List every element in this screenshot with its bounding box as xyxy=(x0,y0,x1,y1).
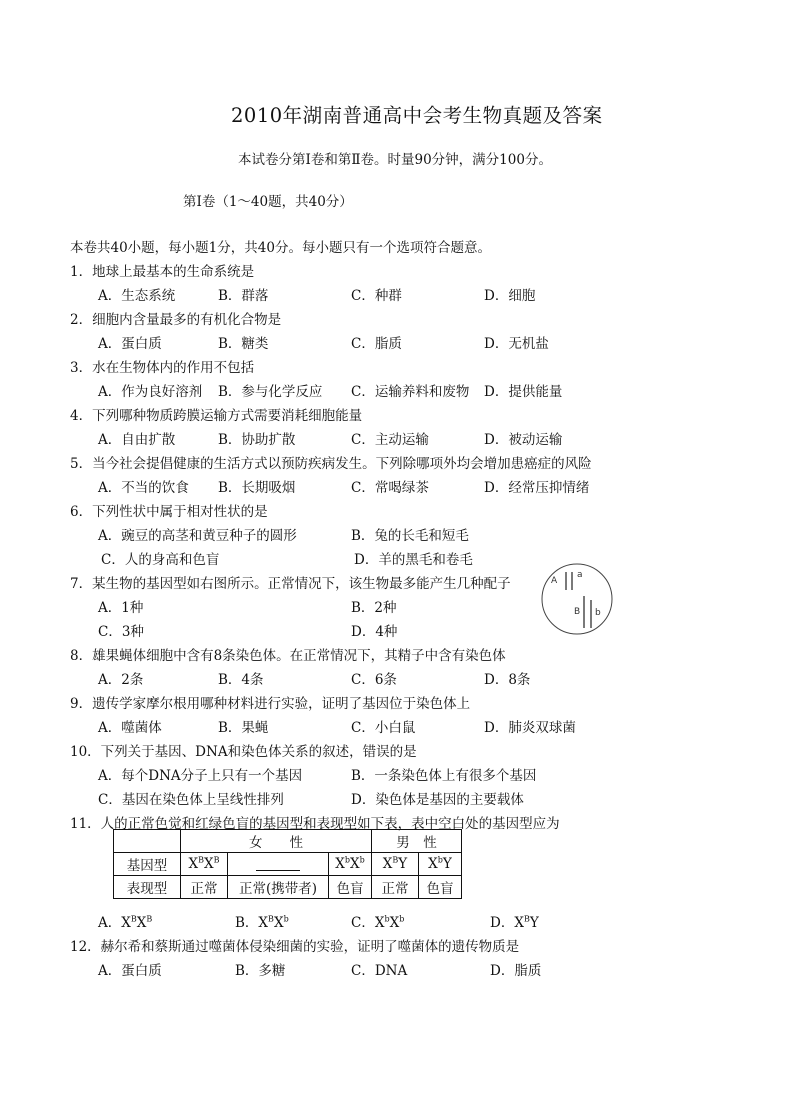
page-title: 2010年湖南普通高中会考生物真题及答案 xyxy=(231,104,603,127)
table-cell: 正常 xyxy=(372,876,419,899)
question-stem: 7．某生物的基因型如右图所示。正常情况下，该生物最多能产生几种配子 xyxy=(70,576,511,592)
option-a: A．$X^BX^B$ xyxy=(98,914,153,931)
option-a: A．生态系统 xyxy=(98,288,176,304)
option-c: C．基因在染色体上呈线性排列 xyxy=(98,792,284,808)
option-c: C．小白鼠 xyxy=(351,720,416,736)
option-a: A．蛋白质 xyxy=(98,963,162,979)
genotype-cell-diagram xyxy=(540,562,614,636)
option-b: B．糖类 xyxy=(218,336,269,352)
option-a: A．噬菌体 xyxy=(98,720,162,736)
option-d: D．无机盐 xyxy=(484,336,549,352)
option-d: D．提供能量 xyxy=(484,384,563,400)
gene-label: a xyxy=(577,570,583,580)
option-c: C．人的身高和色盲 xyxy=(101,552,220,568)
table-cell: $X^BY$ xyxy=(372,853,419,876)
option-a: A．作为良好溶剂 xyxy=(98,384,203,400)
option-c: C．6条 xyxy=(351,672,397,688)
option-b: B．4条 xyxy=(218,672,264,688)
table-cell: $X^bY$ xyxy=(419,853,462,876)
option-d: D．8条 xyxy=(484,672,531,688)
option-b: B．$X^BX^b$ xyxy=(235,914,289,931)
option-a: A．蛋白质 xyxy=(98,336,162,352)
option-d: D．经常压抑情绪 xyxy=(484,480,590,496)
gene-label: A xyxy=(551,576,558,586)
option-a: A．不当的饮食 xyxy=(98,480,189,496)
option-b: B．果蝇 xyxy=(218,720,269,736)
question-stem: 4．下列哪种物质跨膜运输方式需要消耗细胞能量 xyxy=(70,408,363,424)
answer-blank xyxy=(256,859,300,871)
option-c: C．DNA xyxy=(351,963,408,979)
option-d: D．4种 xyxy=(351,624,398,640)
question-stem: 12．赫尔希和蔡斯通过噬菌体侵染细菌的实验，证明了噬菌体的遗传物质是 xyxy=(70,939,520,955)
gene-label: B xyxy=(574,607,581,617)
table-cell-blank xyxy=(228,853,329,876)
table-cell: 正常 xyxy=(181,876,228,899)
section-heading: 第Ⅰ卷（1～40题，共40分） xyxy=(183,194,353,210)
question-stem: 5．当今社会提倡健康的生活方式以预防疾病发生。下列除哪项外均会增加患癌症的风险 xyxy=(70,456,592,472)
option-c: C．$X^bX^b$ xyxy=(351,914,405,931)
table-cell: 色盲 xyxy=(419,876,462,899)
option-d: D．羊的黑毛和卷毛 xyxy=(354,552,473,568)
question-stem: 2．细胞内含量最多的有机化合物是 xyxy=(70,312,282,328)
option-a: A．2条 xyxy=(98,672,144,688)
option-a: A．豌豆的高茎和黄豆种子的圆形 xyxy=(98,528,297,544)
question-stem: 8．雄果蝇体细胞中含有8条染色体。在正常情况下，其精子中含有染色体 xyxy=(70,648,506,664)
option-b: B．参与化学反应 xyxy=(218,384,323,400)
question-stem: 9．遗传学家摩尔根用哪种材料进行实验，证明了基因位于染色体上 xyxy=(70,696,471,712)
table-row-label: 表现型 xyxy=(114,876,181,899)
option-b: B．群落 xyxy=(218,288,269,304)
table-cell: $X^bX^b$ xyxy=(329,853,372,876)
question-stem: 6．下列性状中属于相对性状的是 xyxy=(70,504,268,520)
option-b: B．协助扩散 xyxy=(218,432,296,448)
option-c: C．脂质 xyxy=(351,336,402,352)
gene-label: b xyxy=(595,608,601,618)
option-d: D．被动运输 xyxy=(484,432,563,448)
option-b: B．一条染色体上有很多个基因 xyxy=(351,768,537,784)
option-d: D．细胞 xyxy=(484,288,536,304)
option-d: D．肺炎双球菌 xyxy=(484,720,576,736)
option-c: C．种群 xyxy=(351,288,402,304)
table-cell: 色盲 xyxy=(329,876,372,899)
table-cell: $X^BX^B$ xyxy=(181,853,228,876)
question-stem: 11．人的正常色觉和红绿色盲的基因型和表现型如下表，表中空白处的基因型应为 xyxy=(70,816,560,832)
option-a: A．1种 xyxy=(98,600,144,616)
question-stem: 3．水在生物体内的作用不包括 xyxy=(70,360,255,376)
table-corner xyxy=(114,830,181,853)
question-stem: 10．下列关于基因、DNA和染色体关系的叙述，错误的是 xyxy=(70,744,417,760)
option-b: B．长期吸烟 xyxy=(218,480,296,496)
option-b: B．兔的长毛和短毛 xyxy=(351,528,469,544)
table-header-male: 男 性 xyxy=(372,830,462,853)
option-d: D．$X^BY$ xyxy=(490,914,539,931)
option-b: B．2种 xyxy=(351,600,397,616)
genotype-table xyxy=(113,829,462,899)
table-cell: 正常(携带者) xyxy=(228,876,329,899)
option-c: C．3种 xyxy=(98,624,144,640)
option-c: C．主动运输 xyxy=(351,432,429,448)
option-a: A．每个DNA分子上只有一个基因 xyxy=(98,768,303,784)
option-c: C．常喝绿茶 xyxy=(351,480,429,496)
instructions: 本卷共40小题，每小题1分，共40分。每小题只有一个选项符合题意。 xyxy=(70,240,491,256)
option-d: D．染色体是基因的主要载体 xyxy=(351,792,524,808)
option-a: A．自由扩散 xyxy=(98,432,176,448)
option-c: C．运输养料和废物 xyxy=(351,384,470,400)
option-b: B．多糖 xyxy=(235,963,286,979)
option-d: D．脂质 xyxy=(490,963,542,979)
table-header-female: 女 性 xyxy=(181,830,372,853)
exam-intro: 本试卷分第Ⅰ卷和第Ⅱ卷。时量90分钟，满分100分。 xyxy=(238,152,552,168)
question-stem: 1．地球上最基本的生命系统是 xyxy=(70,264,255,280)
table-row-label: 基因型 xyxy=(114,853,181,876)
